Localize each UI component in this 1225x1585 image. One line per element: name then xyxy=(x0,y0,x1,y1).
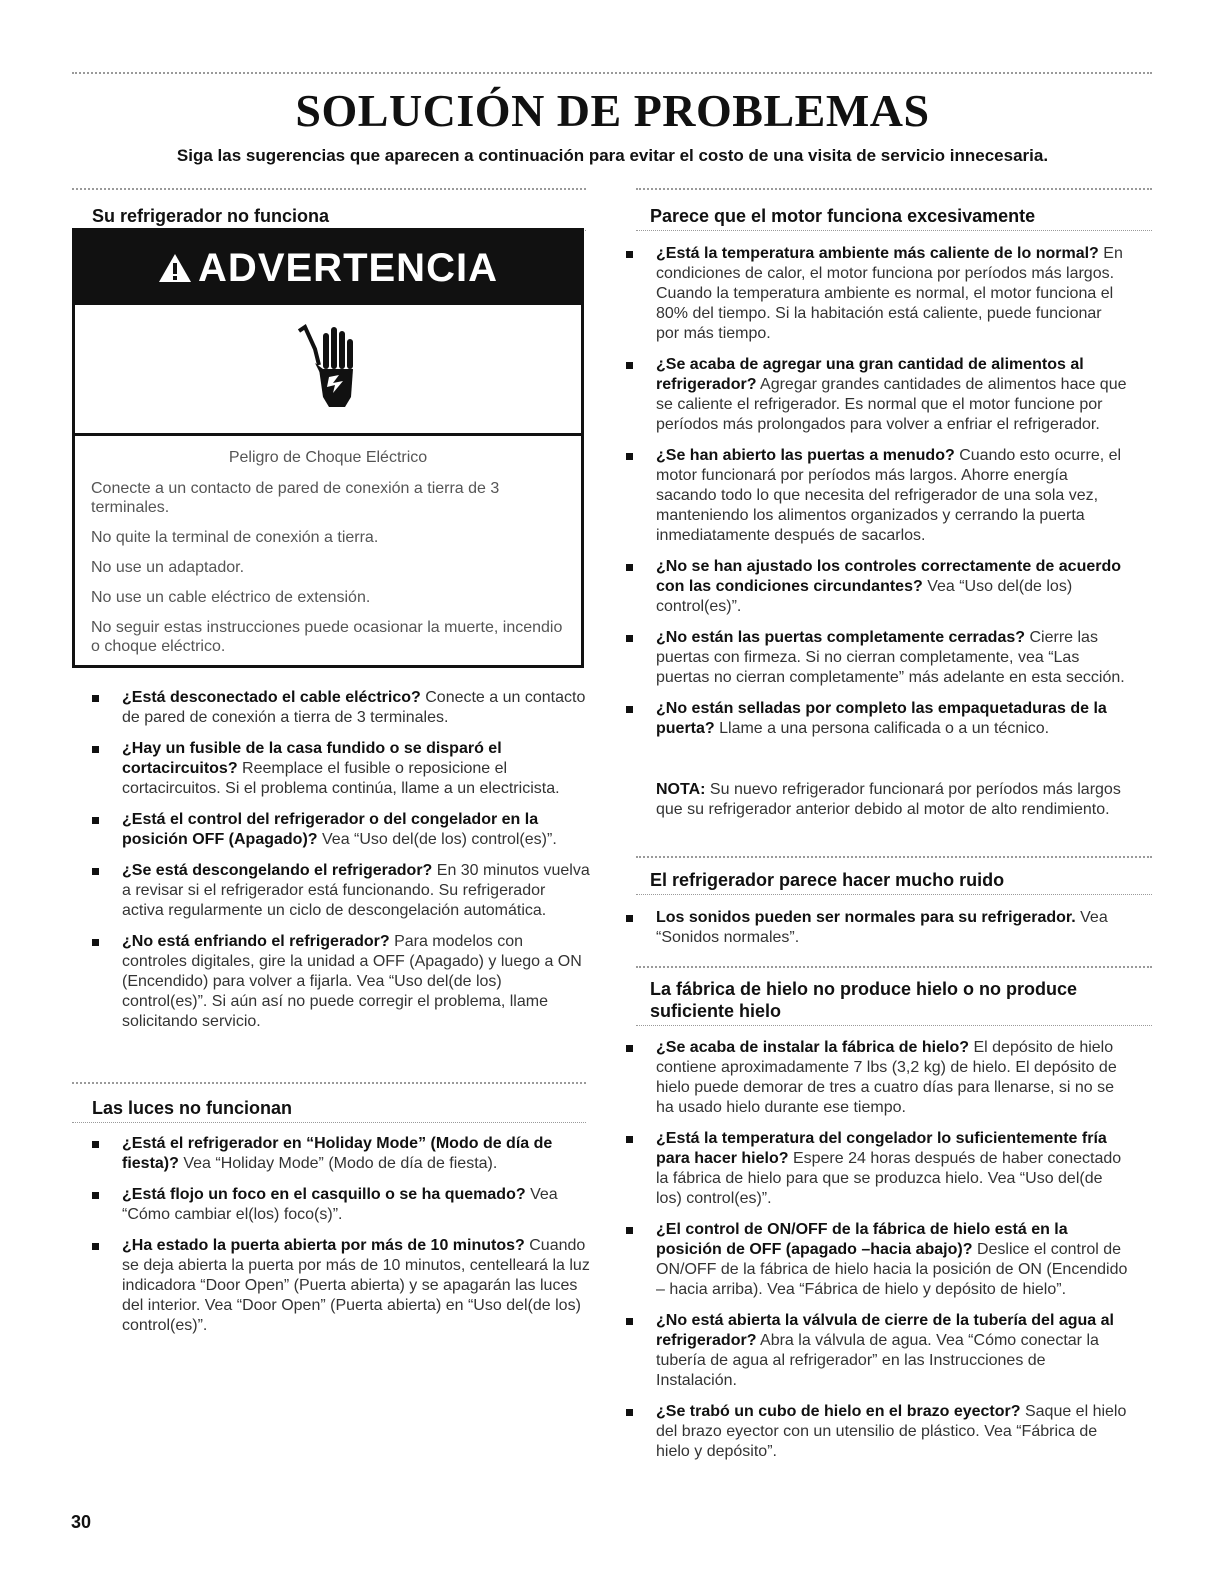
item-answer: Deslice el control de ON/OFF de la fábrica de hielo hacia la posición de ON (Encendido – hacia arriba). Vea “Fábrica de hielo y depósito de hielo”. xyxy=(656,1241,1128,1298)
item-question: ¿Se acaba de agregar una gran cantidad de alimentos al refrigerador? xyxy=(656,356,1084,393)
item-answer: Cuando se deja abierta la puerta por más de 10 minutos, centelleará la luz indicadora “Door Open” (Puerta abierta) y se apagarán las luces del interior. Vea “Door Open” (Puerta abierta) en “Uso del(de los) control(es)”. xyxy=(122,1237,590,1334)
list-item xyxy=(624,355,1129,435)
item-question: ¿No están selladas por completo las empaquetaduras de la puerta? xyxy=(656,700,1107,737)
list-item xyxy=(90,739,590,799)
list-item xyxy=(624,1129,1129,1209)
list-item xyxy=(624,1402,1129,1462)
list-item xyxy=(624,628,1129,688)
section-rule xyxy=(636,966,1152,968)
page-number: 30 xyxy=(71,1512,92,1532)
section-heading-line: suficiente hielo xyxy=(650,1001,782,1021)
item-answer: Abra la válvula de agua. Vea “Cómo conectar la tubería de agua al refrigerador” en las Instrucciones de Instalación. xyxy=(656,1332,1099,1389)
item-answer: Saque el hielo del brazo eyector con un utensilio de plástico. Vea “Fábrica de hielo y depósito”. xyxy=(656,1403,1127,1460)
item-answer: El depósito de hielo contiene aproximadamente 7 lbs (3,2 kg) de hielo. El depósito de hielo puede demorar de tres a cuatro días para llenarse, si no se ha usado hielo durante ese tiempo. xyxy=(656,1039,1117,1116)
top-rule xyxy=(72,72,1152,74)
item-question: ¿No están las puertas completamente cerradas? xyxy=(656,629,1026,646)
note-paragraph xyxy=(656,780,1129,820)
item-question: ¿Está el control del refrigerador o del congelador en la posición OFF (Apagado)? xyxy=(122,811,539,848)
electric-shock-hand-icon xyxy=(293,319,363,419)
item-answer: Vea “Uso del(de los) control(es)”. xyxy=(322,831,557,848)
list-item xyxy=(624,1038,1129,1118)
item-list xyxy=(624,244,1129,750)
item-question: ¿Está el refrigerador en “Holiday Mode” (Modo de día de fiesta)? xyxy=(122,1135,553,1172)
warning-box xyxy=(72,228,584,668)
item-list xyxy=(624,908,1129,959)
item-question: ¿No está abierta la válvula de cierre de la tubería del agua al refrigerador? xyxy=(656,1312,1114,1349)
section-rule xyxy=(72,1122,586,1123)
section-rule xyxy=(636,856,1152,858)
list-item xyxy=(90,810,590,850)
item-question: ¿Hay un fusible de la casa fundido o se disparó el cortacircuitos? xyxy=(122,740,502,777)
item-question: ¿Está la temperatura del congelador lo suficientemente fría para hacer hielo? xyxy=(656,1130,1107,1167)
item-question: ¿No se han ajustado los controles correctamente de acuerdo con las condiciones circundantes? xyxy=(656,558,1122,595)
list-item xyxy=(90,1134,590,1174)
item-question: ¿Está flojo un foco en el casquillo o se ha quemado? xyxy=(122,1186,526,1203)
section-rule xyxy=(636,230,1152,231)
list-item xyxy=(90,1185,590,1225)
item-answer: Vea “Uso del(de los) control(es)”. xyxy=(656,578,1073,615)
warning-line: No seguir estas instrucciones puede ocasionar la muerte, incendio o choque eléctrico. xyxy=(91,619,563,655)
item-answer: Espere 24 horas después de haber conectado la fábrica de hielo para que se produzca hielo. Vea “Uso del(de los) control(es)”. xyxy=(656,1150,1122,1207)
list-item xyxy=(624,1311,1129,1391)
item-question: Los sonidos pueden ser normales para su refrigerador. xyxy=(656,909,1076,926)
section-rule xyxy=(636,1025,1152,1026)
list-item xyxy=(90,688,590,728)
section-rule xyxy=(72,188,586,190)
list-item xyxy=(624,908,1129,948)
item-list xyxy=(90,1134,590,1347)
item-question: ¿Ha estado la puerta abierta por más de 10 minutos? xyxy=(122,1237,525,1254)
list-item xyxy=(90,861,590,921)
note-text: Su nuevo refrigerador funcionará por períodos más largos que su refrigerador anterior debido al motor de alto rendimiento. xyxy=(656,781,1121,818)
warning-line: No use un cable eléctrico de extensión. xyxy=(91,589,371,606)
section-heading-noise: El refrigerador parece hacer mucho ruido xyxy=(650,870,1005,890)
section-heading-not-working: Su refrigerador no funciona xyxy=(92,206,330,226)
item-answer: Conecte a un contacto de pared de conexión a tierra de 3 terminales. xyxy=(122,689,586,726)
warning-line: No use un adaptador. xyxy=(91,559,245,576)
warning-header xyxy=(75,231,581,305)
list-item xyxy=(90,1236,590,1336)
item-question: ¿Está la temperatura ambiente más caliente de lo normal? xyxy=(656,245,1099,262)
item-question: ¿No está enfriando el refrigerador? xyxy=(122,933,390,950)
item-question: ¿Se trabó un cubo de hielo en el brazo eyector? xyxy=(656,1403,1021,1420)
item-question: ¿Se han abierto las puertas a menudo? xyxy=(656,447,955,464)
note-label: NOTA: xyxy=(656,781,706,798)
section-heading-icemaker xyxy=(650,978,1077,1022)
warning-label: ADVERTENCIA xyxy=(198,245,498,290)
list-item xyxy=(624,446,1129,546)
item-answer: Para modelos con controles digitales, gire la unidad a OFF (Apagado) y luego a ON (Encendido) para volver a fijarla. Vea “Uso del(de los) control(es)”. Si aún así no puede corregir el problema, llame solicitando servicio. xyxy=(122,933,582,1030)
item-answer: Llame a una persona calificada o a un técnico. xyxy=(719,720,1050,737)
item-question: ¿Está desconectado el cable eléctrico? xyxy=(122,689,421,706)
list-item xyxy=(624,557,1129,617)
item-question: ¿Se está descongelando el refrigerador? xyxy=(122,862,433,879)
page-title: SOLUCIÓN DE PROBLEMAS xyxy=(295,85,930,136)
list-item xyxy=(624,1220,1129,1300)
section-rule xyxy=(72,1082,586,1084)
item-answer: Reemplace el fusible o reposicione el cortacircuitos. Si el problema continúa, llame a un electricista. xyxy=(122,760,560,797)
section-rule xyxy=(636,188,1152,190)
section-rule xyxy=(636,894,1152,895)
item-list xyxy=(90,688,590,1043)
item-question: ¿Se acaba de instalar la fábrica de hielo? xyxy=(656,1039,970,1056)
item-question: ¿El control de ON/OFF de la fábrica de hielo está en la posición de OFF (apagado –hacia abajo)? xyxy=(656,1221,1068,1258)
section-heading-lights: Las luces no funcionan xyxy=(92,1098,293,1118)
list-item xyxy=(90,932,590,1032)
section-heading-line: La fábrica de hielo no produce hielo o no produce xyxy=(650,979,1078,999)
list-item xyxy=(624,699,1129,739)
page-subtitle: Siga las sugerencias que aparecen a continuación para evitar el costo de una visita de servicio innecesaria. xyxy=(176,146,1049,165)
section-heading-motor: Parece que el motor funciona excesivamente xyxy=(650,206,1036,226)
item-answer: Cierre las puertas con firmeza. Si no cierran completamente, vea “Las puertas no cierran completamente” más adelante en esta sección. xyxy=(656,629,1125,686)
warning-icon-area xyxy=(75,305,581,436)
item-answer: En 30 minutos vuelva a revisar si el refrigerador está funcionando. Su refrigerador activa regularmente un ciclo de descongelación automática. xyxy=(122,862,590,919)
warning-triangle-icon xyxy=(158,252,192,284)
item-answer: Vea “Sonidos normales”. xyxy=(656,909,1108,946)
item-answer: Vea “Holiday Mode” (Modo de día de fiesta). xyxy=(183,1155,498,1172)
warning-title: Peligro de Choque Eléctrico xyxy=(228,449,428,466)
warning-line: No quite la terminal de conexión a tierra. xyxy=(91,529,379,546)
item-answer: Agregar grandes cantidades de alimentos hace que se caliente el refrigerador. Es normal que el motor funcione por períodos más prolongados para volver a enfriar el refrigerador. xyxy=(656,376,1127,433)
warning-line: Conecte a un contacto de pared de conexión a tierra de 3 terminales. xyxy=(91,480,500,516)
item-answer: Vea “Cómo cambiar el(los) foco(s)”. xyxy=(122,1186,558,1223)
item-list xyxy=(624,1038,1129,1473)
item-answer: En condiciones de calor, el motor funciona por períodos más largos. Cuando la temperatura ambiente es normal, el motor funciona el 80% del tiempo. Si la habitación está caliente, puede funcionar por más tiempo. xyxy=(656,245,1123,342)
item-answer: Cuando esto ocurre, el motor funcionará por períodos más largos. Ahorre energía sacando todo lo que necesita del refrigerador de una sola vez, manteniendo los alimentos organizados y cerrando la puerta inmediatamente después de sacarlos. xyxy=(656,447,1122,544)
list-item xyxy=(624,244,1129,344)
